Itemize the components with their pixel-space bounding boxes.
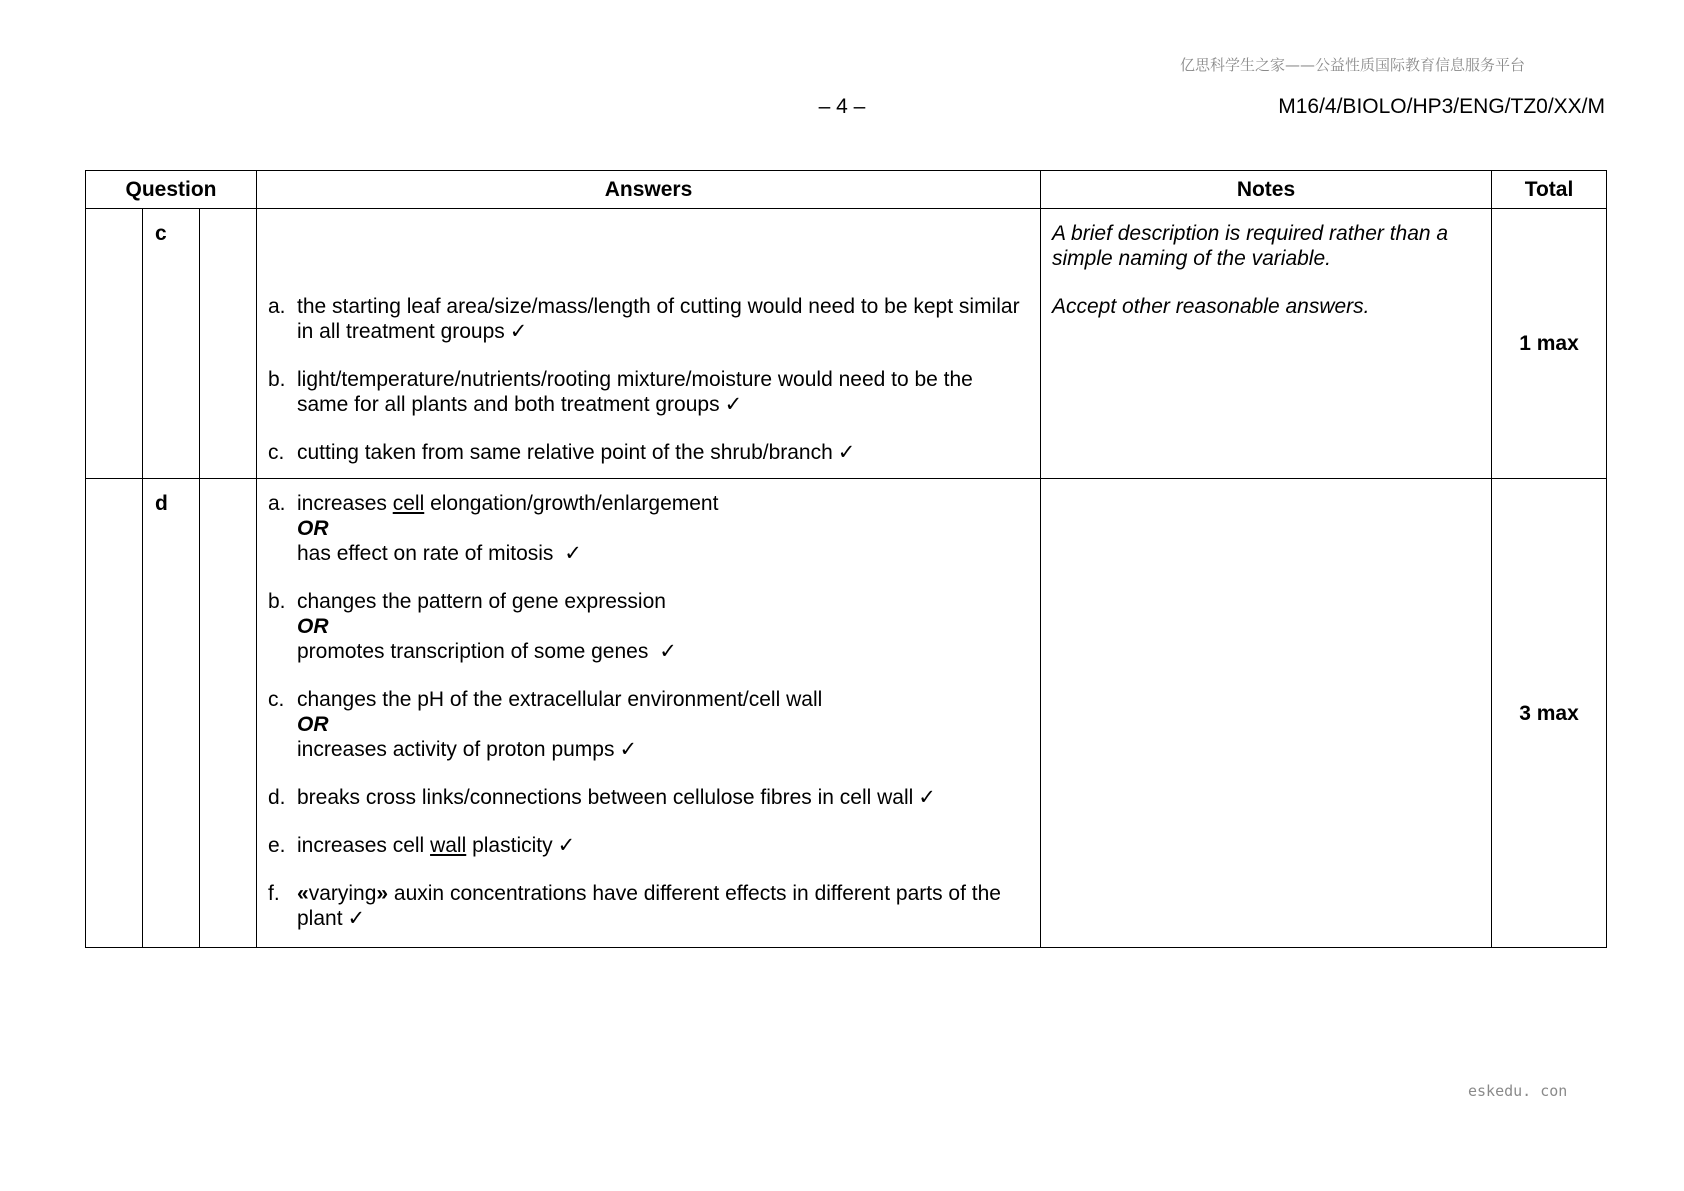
answer-item	[268, 687, 1020, 762]
answers-cell-c	[257, 209, 1041, 479]
answer-label: a.	[268, 492, 286, 515]
guillemet-open: «	[297, 882, 309, 905]
header-answers: Answers	[257, 171, 1041, 209]
header-question: Question	[86, 171, 257, 209]
answer-text: increases	[297, 492, 393, 515]
answer-label: e.	[268, 834, 286, 857]
total-cell-c	[1492, 209, 1607, 479]
answer-label: b.	[268, 368, 286, 391]
question-number-cell	[86, 479, 143, 948]
check-mark-icon: ✓	[724, 393, 743, 416]
or-separator: OR	[297, 517, 329, 540]
check-mark-icon: ✓	[837, 441, 856, 464]
answer-item	[268, 589, 1020, 664]
answer-label: c.	[268, 688, 285, 711]
answer-text: auxin concentrations have different effects in different parts of the plant	[297, 882, 1001, 930]
watermark-top: 亿思科学生之家——公益性质国际教育信息服务平台	[1180, 56, 1526, 74]
answer-item	[268, 833, 1020, 858]
check-mark-icon: ✓	[564, 542, 582, 565]
answer-item	[268, 491, 1020, 566]
answer-item	[268, 367, 1020, 417]
total-cell-d	[1492, 479, 1607, 948]
header-notes: Notes	[1041, 171, 1492, 209]
answer-item	[268, 785, 1020, 810]
answer-text: plasticity	[466, 834, 553, 857]
answer-text: increases cell	[297, 834, 431, 857]
underlined-term: wall	[430, 834, 467, 857]
question-subpart-cell	[200, 479, 257, 948]
answer-alt-text: has effect on rate of mitosis	[297, 542, 554, 565]
answer-label: d.	[268, 786, 286, 809]
check-mark-icon: ✓	[557, 834, 576, 857]
question-part-d: d	[143, 479, 200, 948]
table-row-c	[86, 209, 1607, 479]
header-total: Total	[1492, 171, 1607, 209]
check-mark-icon: ✓	[619, 738, 638, 761]
header-row	[86, 171, 1607, 209]
question-subpart-cell	[200, 209, 257, 479]
answer-label: f.	[268, 882, 280, 905]
answer-text: elongation/growth/enlargement	[424, 492, 719, 515]
check-mark-icon: ✓	[918, 786, 936, 809]
notes-cell-c	[1041, 209, 1492, 479]
markscheme-table	[85, 170, 1607, 948]
note-text: Accept other reasonable answers.	[1052, 295, 1370, 318]
answer-text: light/temperature/nutrients/rooting mixture/moisture would need to be the same for all plants and both treatment groups	[297, 368, 973, 416]
document-code: M16/4/BIOLO/HP3/ENG/TZ0/XX/M	[1278, 95, 1605, 118]
underlined-term: cell	[392, 492, 425, 515]
or-separator: OR	[297, 615, 329, 638]
answer-item	[268, 881, 1020, 931]
or-separator: OR	[297, 713, 329, 736]
guillemet-text: varying	[308, 882, 377, 905]
question-part-c: c	[143, 209, 200, 479]
notes-cell-d	[1041, 479, 1492, 948]
check-mark-icon: ✓	[659, 640, 677, 663]
answer-text: cutting taken from same relative point of the shrub/branch	[297, 441, 833, 464]
page-number: – 4 –	[818, 95, 866, 118]
answer-item	[268, 440, 1020, 465]
question-number-cell	[86, 209, 143, 479]
answer-text: breaks cross links/connections between cellulose fibres in cell wall	[297, 786, 914, 809]
answer-text: changes the pattern of gene expression	[297, 590, 666, 613]
check-mark-icon: ✓	[347, 907, 366, 930]
answer-alt-text: promotes transcription of some genes	[297, 640, 649, 663]
answer-label: b.	[268, 590, 286, 613]
total-marks: 3 max	[1519, 701, 1579, 725]
answer-item	[268, 294, 1020, 344]
watermark-bottom: eskedu. con	[1468, 1082, 1568, 1100]
check-mark-icon: ✓	[509, 320, 528, 343]
note-text: A brief description is required rather than a simple naming of the variable.	[1052, 222, 1449, 270]
answer-text: changes the pH of the extracellular environment/cell wall	[297, 688, 823, 711]
answer-label: c.	[268, 441, 285, 464]
answer-alt-text: increases activity of proton pumps	[297, 738, 615, 761]
answer-label: a.	[268, 295, 286, 318]
answers-cell-d	[257, 479, 1041, 948]
total-marks: 1 max	[1519, 332, 1579, 355]
guillemet-close: »	[376, 882, 389, 905]
table-row-d	[86, 479, 1607, 948]
answer-text: the starting leaf area/size/mass/length of cutting would need to be kept similar in all treatment groups	[297, 295, 1020, 343]
